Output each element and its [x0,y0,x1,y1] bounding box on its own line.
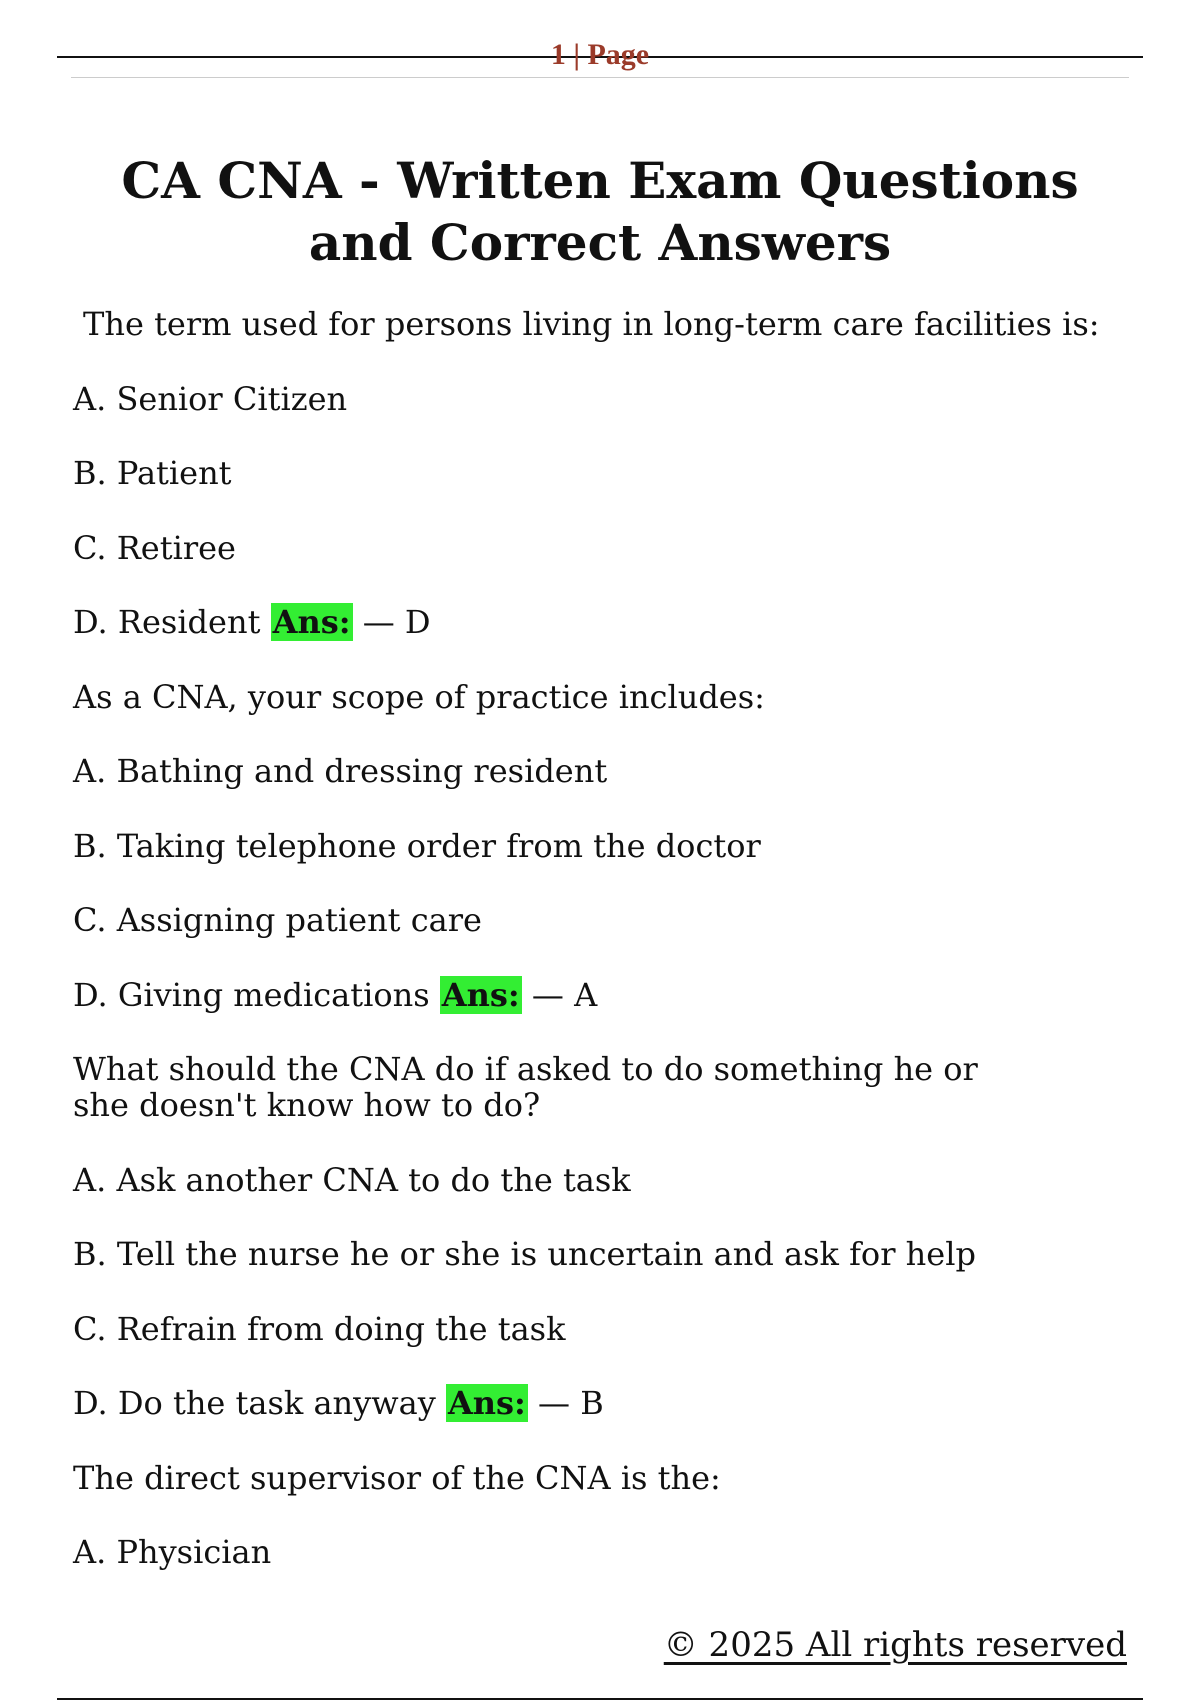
header-rule-thin [71,77,1129,78]
answer-option: C. Refrain from doing the task [73,1309,566,1348]
document-body [73,306,1133,1609]
answer-option: D. Resident [73,603,261,641]
answer-option: B. Tell the nurse he or she is uncertain and ask for help [73,1235,976,1273]
question-prompt: As a CNA, your scope of practice includes: [73,677,765,716]
answer-option: C. Retiree [73,528,236,567]
answer-label-highlight: Ans: [441,975,520,1014]
answer-option: B. Taking telephone order from the doctor [73,826,761,865]
answer-option-with-key [73,1385,1133,1421]
answer-option: A. Ask another CNA to do the task [73,1160,631,1199]
answer-label-highlight: Ans: [447,1384,526,1422]
correct-answer: — D [362,603,431,641]
answer-option: C. Assigning patient care [73,901,482,939]
copyright-notice: © 2025 All rights reserved [663,1625,1127,1665]
correct-answer: — A [531,975,598,1014]
answer-option: A. Senior Citizen [73,379,348,418]
answer-option: D. Do the task anyway [73,1384,436,1422]
answer-option: A. Physician [73,1533,272,1571]
answer-option-with-key [73,977,1133,1013]
correct-answer: — B [538,1384,604,1422]
question-prompt: What should the CNA do if asked to do something he or she doesn't know how to do? [73,1050,978,1124]
question-prompt: The term used for persons living in long-term care facilities is: [83,305,1100,343]
question-prompt: The direct supervisor of the CNA is the: [73,1458,721,1497]
answer-option-with-key [73,604,1133,640]
answer-option: D. Giving medications [73,975,430,1014]
document-title: CA CNA - Written Exam Questions and Correct Answers [121,151,1079,272]
page-number: 1 | Page [550,38,650,71]
answer-option: A. Bathing and dressing resident [73,752,608,790]
answer-label-highlight: Ans: [272,603,351,641]
answer-option: B. Patient [73,454,232,492]
